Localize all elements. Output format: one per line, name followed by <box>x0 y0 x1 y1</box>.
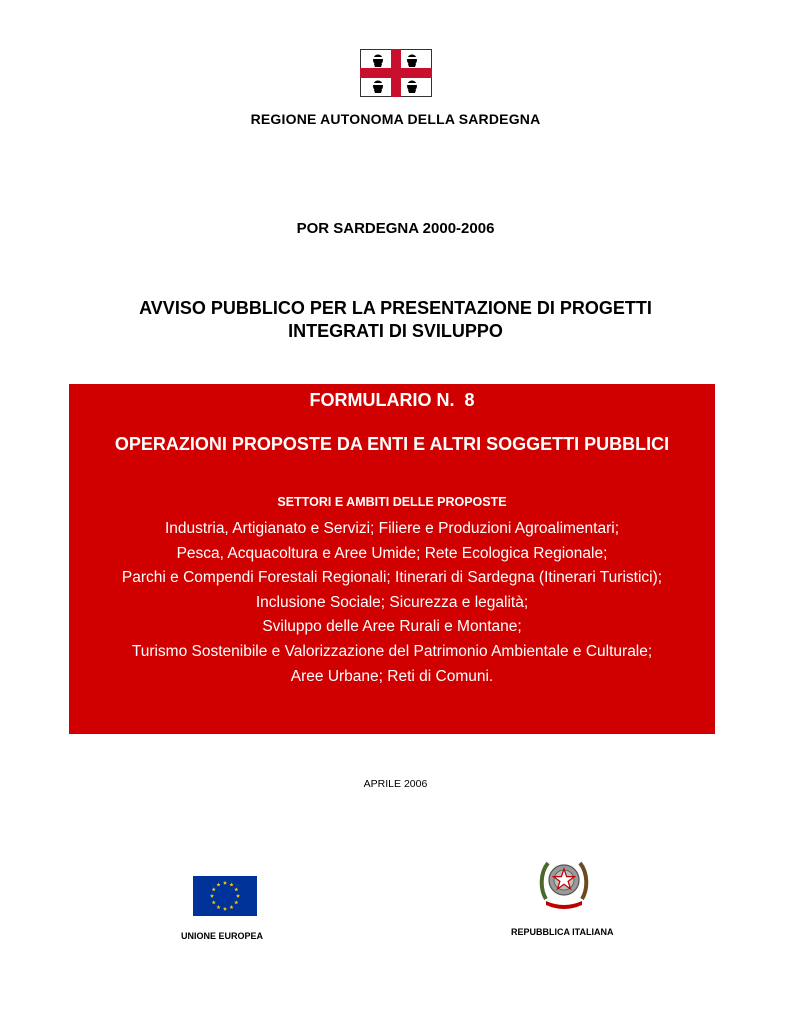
document-date: APRILE 2006 <box>363 778 428 790</box>
sector-line: Industria, Artigianato e Servizi; Filiere e Produzioni Agroalimentari; <box>164 520 620 537</box>
sector-line: Pesca, Acquacoltura e Aree Umide; Rete Ecologica Regionale; <box>176 544 608 562</box>
sectors-heading: SETTORI E AMBITI DELLE PROPOSTE <box>277 495 507 509</box>
notice-title-line-2: INTEGRATI DI SVILUPPO <box>288 321 503 341</box>
notice-title <box>0 297 791 343</box>
sector-line: Parchi e Compendi Forestali Regionali; Itinerari di Sardegna (Itinerari Turistici); <box>121 569 663 587</box>
italian-republic-emblem-icon <box>538 853 590 913</box>
form-number: FORMULARIO N. 8 <box>309 390 475 410</box>
sector-line: Sviluppo delle Aree Rurali e Montane; <box>262 618 522 636</box>
sector-line: Aree Urbane; Reti di Comuni. <box>290 667 494 685</box>
region-name: REGIONE AUTONOMA DELLA SARDEGNA <box>250 111 541 127</box>
sector-line: Inclusione Sociale; Sicurezza e legalità; <box>255 593 529 611</box>
sector-line: Turismo Sostenibile e Valorizzazione del Patrimonio Ambientale e Culturale; <box>131 642 653 660</box>
notice-title-line-1: AVVISO PUBBLICO PER LA PRESENTAZIONE DI PROGETTI <box>139 298 652 318</box>
sardinia-flag-icon <box>360 49 432 97</box>
form-box <box>69 384 715 734</box>
form-subtitle: OPERAZIONI PROPOSTE DA ENTI E ALTRI SOGGETTI PUBBLICI <box>114 434 670 454</box>
it-label: REPUBBLICA ITALIANA <box>511 927 614 937</box>
eu-label: UNIONE EUROPEA <box>181 931 264 941</box>
sectors-list <box>69 517 715 689</box>
program-title: POR SARDEGNA 2000-2006 <box>296 220 495 237</box>
eu-flag-icon <box>193 876 257 916</box>
